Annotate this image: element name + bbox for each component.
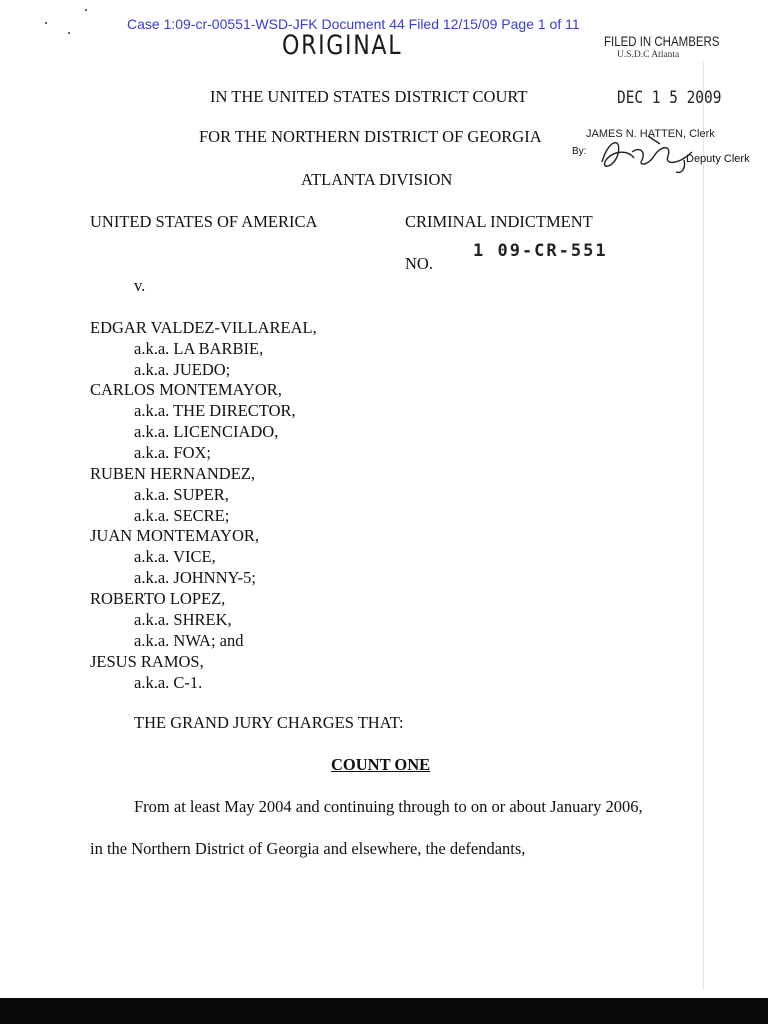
filed-in-chambers-stamp: FILED IN CHAMBERS — [604, 33, 720, 49]
count-title: COUNT ONE — [331, 755, 431, 774]
defendant-name: JUAN MONTEMAYOR, — [90, 526, 259, 545]
document-type: CRIMINAL INDICTMENT — [405, 212, 593, 231]
defendant-alias: a.k.a. LICENCIADO, — [134, 422, 279, 441]
defendant-name: EDGAR VALDEZ-VILLAREAL, — [90, 318, 317, 337]
scan-speck — [85, 9, 87, 11]
defendant-name: JESUS RAMOS, — [90, 652, 204, 671]
defendant-alias: a.k.a. NWA; and — [134, 631, 244, 650]
charges-intro: THE GRAND JURY CHARGES THAT: — [134, 713, 404, 732]
scan-edge-line — [703, 60, 704, 990]
usdc-stamp: U.S.D.C Atlanta — [617, 50, 680, 60]
defendant-alias: a.k.a. JOHNNY-5; — [134, 568, 256, 587]
original-stamp: ORIGINAL — [282, 30, 403, 61]
defendant-alias: a.k.a. JUEDO; — [134, 360, 231, 379]
scan-speck — [45, 22, 47, 24]
division-line: ATLANTA DIVISION — [301, 170, 453, 189]
clerk-name: JAMES N. HATTEN, Clerk — [586, 128, 715, 140]
defendant-alias: a.k.a. LA BARBIE, — [134, 339, 264, 358]
filing-date-stamp: DEC 1 5 2009 — [617, 88, 722, 108]
plaintiff-name: UNITED STATES OF AMERICA — [90, 212, 318, 231]
defendant-name: CARLOS MONTEMAYOR, — [90, 380, 282, 399]
case-number-label: NO. — [405, 254, 433, 273]
by-label: By: — [572, 146, 587, 157]
paragraph-line: From at least May 2004 and continuing through to on or about January 2006, — [134, 797, 643, 816]
signature-scribble — [588, 130, 698, 175]
defendant-alias: a.k.a. THE DIRECTOR, — [134, 401, 296, 420]
defendant-alias: a.k.a. C-1. — [134, 673, 203, 692]
paragraph-line: in the Northern District of Georgia and elsewhere, the defendants, — [90, 839, 526, 858]
defendant-alias: a.k.a. FOX; — [134, 443, 211, 462]
defendant-alias: a.k.a. VICE, — [134, 547, 216, 566]
deputy-clerk-label: Deputy Clerk — [686, 153, 750, 165]
district-line: FOR THE NORTHERN DISTRICT OF GEORGIA — [199, 127, 542, 146]
defendant-name: ROBERTO LOPEZ, — [90, 589, 226, 608]
filing-header: Case 1:09-cr-00551-WSD-JFK Document 44 Filed 12/15/09 Page 1 of 11 — [127, 16, 580, 32]
defendant-alias: a.k.a. SHREK, — [134, 610, 232, 629]
case-number: 1 09-CR-551 — [473, 241, 608, 261]
defendant-alias: a.k.a. SECRE; — [134, 506, 230, 525]
defendant-alias: a.k.a. SUPER, — [134, 485, 229, 504]
court-name-line: IN THE UNITED STATES DISTRICT COURT — [210, 87, 528, 106]
defendant-name: RUBEN HERNANDEZ, — [90, 464, 255, 483]
scan-speck — [68, 32, 70, 34]
scan-bottom-border — [0, 998, 768, 1024]
versus-label: v. — [134, 276, 146, 295]
